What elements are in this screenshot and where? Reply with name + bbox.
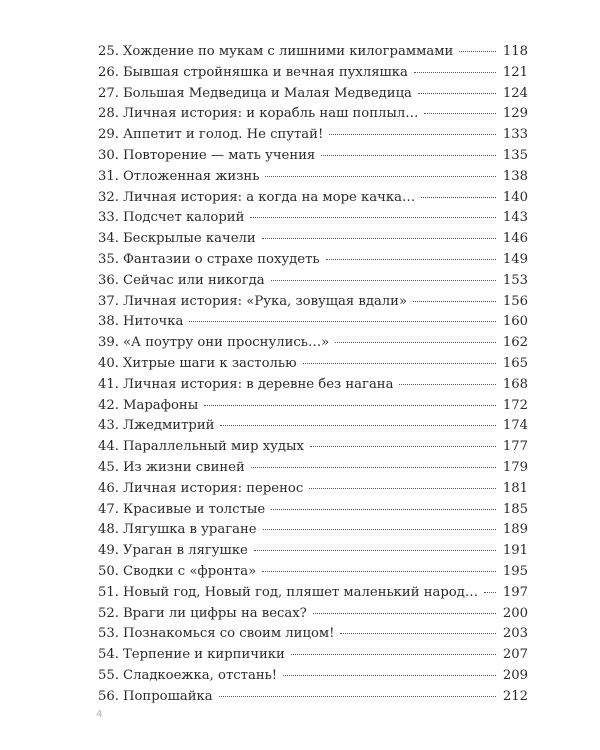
toc-entry-title: Лжедмитрий [122,418,215,434]
dot-leader [271,509,496,510]
toc-entry-page: 177 [502,439,528,455]
toc-entry-number: 33. [98,210,119,226]
dot-leader [303,363,496,364]
toc-entry-page: 149 [502,251,528,267]
page-number: 4 [96,709,103,720]
toc-entry [98,333,528,354]
toc-entry-page: 191 [502,543,528,559]
toc-entry-number: 29. [98,127,119,143]
toc-entry [98,645,528,666]
dot-leader [309,488,496,489]
dot-leader [340,633,496,634]
toc-entry [98,396,528,417]
toc-entry-page: 189 [502,522,528,538]
dot-leader [265,176,496,177]
toc-entry-title: Личная история: в деревне без нагана [122,376,394,392]
dot-leader [263,529,496,530]
dot-leader [271,280,496,281]
dot-leader [421,197,496,198]
toc-entry-number: 55. [98,667,119,683]
toc-entry [98,604,528,625]
toc-entry-page: 124 [502,85,528,101]
toc-entry-title: Подсчет калорий [122,210,245,226]
dot-leader [219,696,496,697]
toc-entry-number: 27. [98,85,119,101]
toc-entry [98,354,528,375]
toc-entry-page: 200 [502,605,528,621]
toc-entry-page: 209 [502,667,528,683]
toc-entry-title: Личная история: перенос [122,480,304,496]
toc-entry-title: Лягушка в урагане [122,522,257,538]
toc-entry-page: 203 [502,626,528,642]
toc-entry-number: 48. [98,522,119,538]
dot-leader [291,654,496,655]
toc-entry-number: 30. [98,147,119,163]
toc-entry-page: 165 [502,355,528,371]
dot-leader [250,217,496,218]
toc-entry-title: Ниточка [122,314,184,330]
toc-entry-number: 36. [98,272,119,288]
toc-entry-title: Терпение и кирпичики [122,647,285,663]
toc-entry-title: Сейчас или никогда [122,272,265,288]
toc-entry [98,437,528,458]
toc-entry-page: 181 [502,480,528,496]
toc-entry-page: 197 [502,584,528,600]
toc-entry-title: Повторение — мать учения [122,147,316,163]
toc-entry [98,416,528,437]
toc-entry [98,229,528,250]
toc-entry-page: 133 [502,127,528,143]
toc-entry-number: 42. [98,397,119,413]
dot-leader [424,113,496,114]
toc-entry [98,104,528,125]
dot-leader [335,342,496,343]
toc-entry [98,520,528,541]
toc-entry-page: 174 [502,418,528,434]
toc-entry [98,63,528,84]
toc-entry-title: Фантазии о страхе похудеть [122,251,320,267]
toc-entry-page: 146 [502,231,528,247]
toc-entry-page: 212 [502,688,528,704]
toc-entry [98,146,528,167]
dot-leader [459,51,496,52]
toc-entry-title: Враги ли цифры на весах? [122,605,307,621]
toc-entry-number: 41. [98,376,119,392]
toc-entry [98,500,528,521]
toc-entry-title: Сладкоежка, отстань! [122,667,278,683]
toc-entry [98,125,528,146]
toc-entry-number: 35. [98,251,119,267]
toc-entry-title: Сводки с «фронта» [122,563,257,579]
table-of-contents [98,42,528,708]
toc-entry-number: 50. [98,563,119,579]
toc-entry-title: «А поутру они проснулись…» [122,335,330,351]
toc-entry-title: Большая Медведица и Малая Медведица [122,85,412,101]
toc-entry-number: 52. [98,605,119,621]
dot-leader [262,238,496,239]
toc-entry-page: 143 [502,210,528,226]
toc-entry-page: 129 [502,106,528,122]
toc-entry-title: Бескрылые качели [122,231,256,247]
dot-leader [204,405,496,406]
toc-entry-page: 118 [502,44,528,59]
toc-entry-title: Хождение по мукам с лишними килограммами [122,44,454,59]
toc-entry-number: 51. [98,584,119,600]
toc-entry [98,42,528,63]
toc-entry-title: Красивые и толстые [122,501,266,517]
toc-entry-title: Бывшая стройняшка и вечная пухляшка [122,64,408,80]
toc-entry-number: 28. [98,106,119,122]
toc-entry-number: 32. [98,189,119,205]
dot-leader [251,467,496,468]
toc-entry [98,208,528,229]
toc-entry-number: 45. [98,459,119,475]
toc-entry-page: 172 [502,397,528,413]
dot-leader [413,301,496,302]
toc-entry-number: 49. [98,543,119,559]
dot-leader [283,675,496,676]
toc-entry-page: 135 [502,147,528,163]
toc-entry-title: Личная история: «Рука, зовущая вдали» [122,293,408,309]
dot-leader [321,155,496,156]
dot-leader [329,134,496,135]
dot-leader [414,72,496,73]
toc-entry-title: Марафоны [122,397,199,413]
dot-leader [418,93,496,94]
toc-entry-title: Ураган в лягушке [122,543,248,559]
toc-entry-title: Попрошайка [122,688,213,704]
toc-entry [98,562,528,583]
toc-entry [98,624,528,645]
toc-entry-page: 138 [502,168,528,184]
dot-leader [220,425,496,426]
toc-entry-page: 162 [502,335,528,351]
toc-entry-page: 160 [502,314,528,330]
toc-entry-page: 168 [502,376,528,392]
toc-entry [98,541,528,562]
toc-entry-title: Отложенная жизнь [122,168,260,184]
toc-entry-title: Аппетит и голод. Не спутай! [122,127,324,143]
toc-entry-number: 26. [98,64,119,80]
toc-entry-number: 44. [98,439,119,455]
toc-entry-page: 207 [502,647,528,663]
toc-entry [98,479,528,500]
toc-entry-title: Личная история: и корабль наш поплыл… [122,106,419,122]
toc-entry-number: 38. [98,314,119,330]
toc-entry [98,250,528,271]
dot-leader [310,446,496,447]
dot-leader [484,592,496,593]
dot-leader [399,384,496,385]
toc-entry-page: 140 [502,189,528,205]
toc-entry-title: Личная история: а когда на море качка… [122,189,416,205]
dot-leader [262,571,496,572]
toc-entry-title: Параллельный мир худых [122,439,304,455]
toc-entry-page: 179 [502,459,528,475]
toc-entry-page: 121 [502,64,528,80]
toc-entry [98,687,528,708]
dot-leader [254,550,496,551]
dot-leader [189,321,496,322]
toc-entry-number: 39. [98,335,119,351]
toc-entry-title: Хитрые шаги к застолью [122,355,297,371]
toc-entry [98,458,528,479]
toc-entry-number: 43. [98,418,119,434]
toc-entry [98,271,528,292]
toc-entry [98,84,528,105]
toc-entry [98,312,528,333]
toc-entry [98,583,528,604]
toc-entry-number: 46. [98,480,119,496]
toc-entry-page: 153 [502,272,528,288]
toc-entry-number: 31. [98,168,119,184]
dot-leader [313,613,496,614]
toc-entry-number: 53. [98,626,119,642]
toc-entry-number: 37. [98,293,119,309]
toc-entry-title: Познакомься со своим лицом! [122,626,335,642]
toc-entry [98,167,528,188]
toc-entry-title: Новый год, Новый год, пляшет маленький народ… [122,584,479,600]
toc-entry-page: 156 [502,293,528,309]
toc-entry-page: 185 [502,501,528,517]
toc-entry-number: 25. [98,44,119,59]
toc-entry-number: 56. [98,688,119,704]
toc-entry-title: Из жизни свиней [122,459,245,475]
toc-entry-number: 34. [98,231,119,247]
toc-entry [98,666,528,687]
dot-leader [326,259,496,260]
toc-entry-number: 47. [98,501,119,517]
toc-entry-number: 40. [98,355,119,371]
toc-entry-number: 54. [98,647,119,663]
toc-entry [98,375,528,396]
toc-entry [98,188,528,209]
toc-entry-page: 195 [502,563,528,579]
toc-entry [98,292,528,313]
